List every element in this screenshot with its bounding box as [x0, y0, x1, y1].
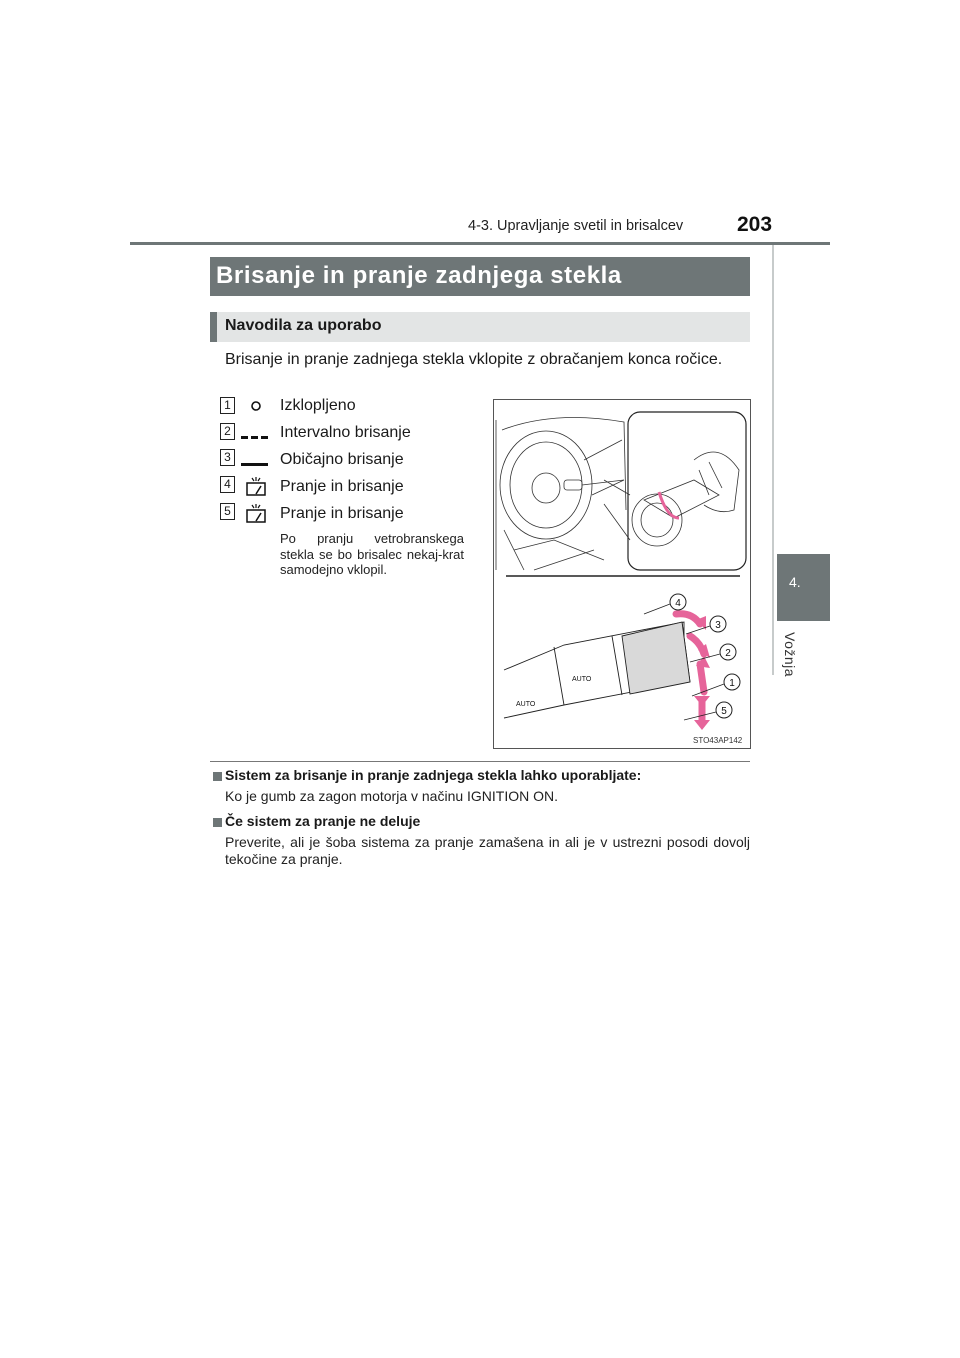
- note-bullet: [213, 818, 222, 827]
- rear-washer-icon: [244, 476, 268, 503]
- chapter-number: 4.: [789, 574, 801, 590]
- intro-paragraph: Brisanje in pranje zadnjega stekla vklopite z obračanjem konca ročice.: [225, 351, 723, 368]
- chapter-tab: [777, 554, 830, 621]
- callout-4: 4: [675, 598, 681, 609]
- illustration-frame: [493, 399, 751, 749]
- item-label-3: Običajno brisanje: [280, 451, 404, 468]
- section-title: 4-3. Upravljanje svetil in brisalcev: [468, 218, 684, 234]
- header-rule: [130, 242, 830, 245]
- callout-5: 5: [721, 706, 727, 717]
- item-label-5: Pranje in brisanje: [280, 505, 404, 522]
- note-bullet: [213, 772, 222, 781]
- dashed-line-icon: [241, 428, 269, 446]
- circle-off-icon: [250, 399, 262, 417]
- lever-auto-label: AUTO: [572, 676, 592, 683]
- side-divider: [772, 245, 774, 675]
- item-number-2: 2: [220, 423, 235, 440]
- rear-washer-icon: [244, 503, 268, 530]
- item-number-1: 1: [220, 397, 235, 414]
- item-label-2: Intervalno brisanje: [280, 424, 411, 441]
- callout-1: 1: [729, 678, 735, 689]
- note-heading-1: Sistem za brisanje in pranje zadnjega stekla lahko uporabljate:: [225, 767, 642, 783]
- subtitle: Navodila za uporabo: [225, 317, 382, 334]
- note-body-1: Ko je gumb za zagon motorja v načinu IGNITION ON.: [225, 788, 559, 804]
- page-title: Brisanje in pranje zadnjega stekla: [216, 262, 622, 289]
- callout-2: 2: [725, 648, 731, 659]
- callout-3: 3: [715, 620, 721, 631]
- note-body-2: Preverite, ali je šoba sistema za pranje zamašena in ali je v ustrezni posodi dovolj tekočine za pranje.: [225, 834, 750, 867]
- chapter-label: Vožnja: [782, 632, 798, 678]
- figure-code: STO43AP142: [693, 736, 743, 745]
- wiper-lever-illustration: [494, 400, 750, 748]
- subtitle-marker: [210, 312, 217, 342]
- note-heading-2: Če sistem za pranje ne deluje: [225, 813, 421, 829]
- item-label-4: Pranje in brisanje: [280, 478, 404, 495]
- item-note: Po pranju vetrobranskega stekla se bo brisalec nekaj-krat samodejno vklopil.: [280, 531, 464, 577]
- page-number: 203: [737, 213, 773, 236]
- item-number-5: 5: [220, 503, 235, 520]
- item-number-4: 4: [220, 476, 235, 493]
- item-label-1: Izklopljeno: [280, 397, 356, 414]
- solid-line-icon: [241, 455, 269, 473]
- lever-auto-label: AUTO: [516, 701, 536, 708]
- section-separator: [210, 761, 750, 762]
- item-number-3: 3: [220, 449, 235, 466]
